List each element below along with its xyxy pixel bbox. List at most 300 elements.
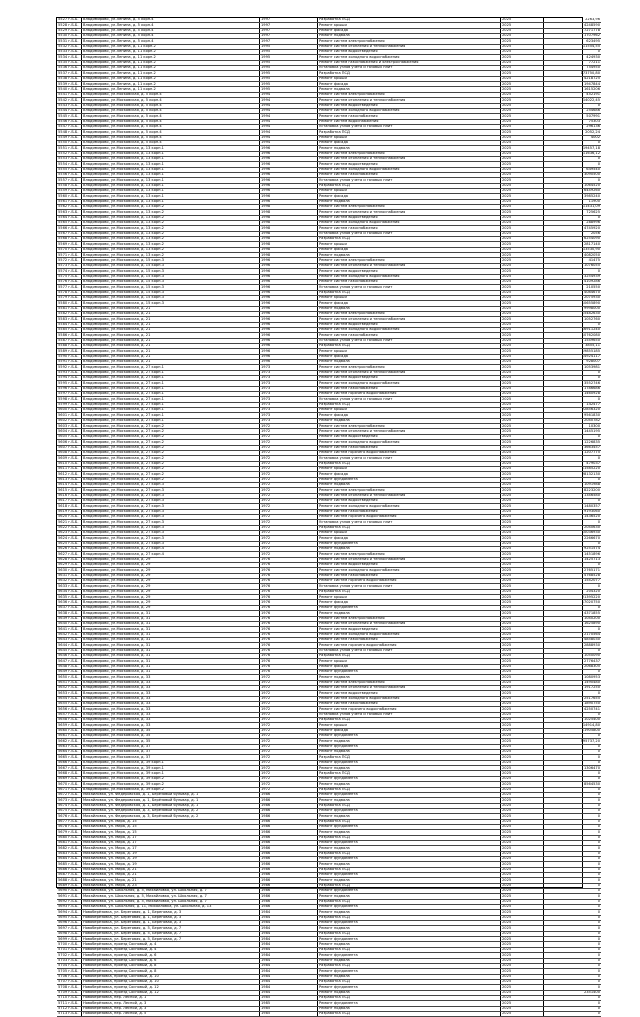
amount-cell: 1451896 (544, 552, 602, 557)
address-cell: Новоберёзовка, проезд Сосновый, д. 8 (82, 963, 260, 968)
address-cell: Михайловка, ул. Мира, д. 17 (82, 840, 260, 845)
address-cell: Владимирово, ул.Московская, д. 39 корп.1 (82, 766, 260, 771)
plan-year-cell: 2025 (501, 76, 544, 81)
work-type-cell: Ремонт фасада (318, 194, 501, 199)
work-type-cell: Установка узлов учета и газовых плит (318, 124, 501, 129)
work-type-cell: Ремонт фундамента (318, 969, 501, 974)
address-cell: Владимирово, ул.Московская, д. 13 корп.1 (82, 146, 260, 151)
work-type-cell: Ремонт систем электроснабжения (318, 92, 501, 97)
amount-cell: 0 (544, 814, 602, 819)
plan-year-cell: 2025 (501, 429, 544, 434)
row-id-cell: 5631 г.Б.Б. (57, 573, 82, 578)
row-id-cell: 5652 г.Б.Б. (57, 685, 82, 690)
row-id-cell: 5552 г.Б.Б. (57, 151, 82, 156)
plan-year-cell: 2025 (501, 365, 544, 370)
row-id-cell: 5573 г.Б.Б. (57, 263, 82, 268)
work-type-cell: Ремонт крыши (318, 23, 501, 28)
plan-year-cell: 2025 (501, 285, 544, 290)
address-cell: Владимирово, ул.Московская, д. 33 (82, 702, 260, 707)
work-type-cell: Ремонт подвала (318, 814, 501, 819)
address-cell: Владимирово, ул.Московская, д. 31 (82, 621, 260, 626)
amount-cell: 3254939 (544, 274, 602, 279)
amount-cell: 649540 (544, 167, 602, 172)
year-cell: 1994 (260, 103, 318, 108)
year-cell: 1996 (260, 199, 318, 204)
row-id-cell: 5676 г.Б.Б. (57, 814, 82, 819)
address-cell: Владимирово, ул.Московская, д. 37 (82, 755, 260, 760)
row-id-cell: 5705 г.Б.Б. (57, 969, 82, 974)
work-type-cell: Ремонт систем водоотведения (318, 215, 501, 220)
row-id-cell: 5645 г.Б.Б. (57, 648, 82, 653)
plan-year-cell: 2025 (501, 493, 544, 498)
work-type-cell: Ремонт систем электроснабжения (318, 258, 501, 263)
work-type-cell: Ремонт систем водоотведения (318, 376, 501, 381)
amount-cell: 1091988 (544, 482, 602, 487)
plan-year-cell: 2025 (501, 504, 544, 509)
year-cell: 1996 (260, 343, 318, 348)
amount-cell: 0 (544, 178, 602, 183)
plan-year-cell: 2025 (501, 750, 544, 755)
year-cell: 1986 (260, 894, 318, 899)
plan-year-cell: 2025 (501, 103, 544, 108)
row-id-cell: 5606 г.Б.Б. (57, 440, 82, 445)
plan-year-cell: 2025 (501, 605, 544, 610)
amount-cell: 0 (544, 370, 602, 375)
plan-year-cell: 2025 (501, 563, 544, 568)
plan-year-cell: 2025 (501, 691, 544, 696)
amount-cell: 0 (544, 974, 602, 979)
amount-cell: 0 (544, 942, 602, 947)
year-cell: 1986 (260, 883, 318, 888)
row-id-cell: 5599 г.Б.Б. (57, 402, 82, 407)
work-type-cell: Ремонт фундамента (318, 477, 501, 482)
address-cell: Владимирово, ул.Московская, д. 27 корп.1 (82, 397, 260, 402)
work-type-cell: Ремонт систем холодного водоснабжения (318, 55, 501, 60)
work-type-cell: Разработка ПСД (318, 931, 501, 936)
amount-cell: 4250741 (544, 707, 602, 712)
year-cell: 1986 (260, 856, 318, 861)
year-cell: 1984 (260, 953, 318, 958)
year-cell: 1973 (260, 370, 318, 375)
row-id-cell: 5605 г.Б.Б. (57, 434, 82, 439)
address-cell: Владимирово, ул.Московская, д. 13 корп.1 (82, 199, 260, 204)
amount-cell: 2517655 (544, 696, 602, 701)
work-type-cell: Ремонт подвала (318, 830, 501, 835)
year-cell: 1973 (260, 397, 318, 402)
plan-year-cell: 2025 (501, 846, 544, 851)
year-cell: 1984 (260, 974, 318, 979)
work-type-cell: Ремонт крыши (318, 466, 501, 471)
amount-cell: 1786686 (544, 386, 602, 391)
row-id-cell: 5657 г.Б.Б. (57, 712, 82, 717)
address-cell: Михайловка, ул. Школьная, д. 5, Михайловка, ул. Школьная, д. 7 (82, 899, 260, 904)
work-type-cell: Ремонт крыши (318, 295, 501, 300)
year-cell: 1995 (260, 66, 318, 71)
amount-cell: 3663457 (544, 445, 602, 450)
work-type-cell: Ремонт подвала (318, 926, 501, 931)
plan-year-cell: 2025 (501, 648, 544, 653)
address-cell: Владимирово, ул.Ленина, д. 11 корп.2 (82, 44, 260, 49)
year-cell: 1976 (260, 616, 318, 621)
plan-year-cell: 2025 (501, 472, 544, 477)
amount-cell: 3552746 (544, 381, 602, 386)
row-id-cell: 5578 г.Б.Б. (57, 290, 82, 295)
address-cell: Владимирово, ул.Московская, д. 27 корп.2 (82, 440, 260, 445)
plan-year-cell: 2025 (501, 776, 544, 781)
year-cell: 1973 (260, 408, 318, 413)
amount-cell: 4002 (544, 135, 602, 140)
amount-cell: 1707962 (544, 34, 602, 39)
year-cell: 1994 (260, 140, 318, 145)
row-id-cell: 5553 г.Б.Б. (57, 156, 82, 161)
address-cell: Владимирово, ул.Московская, д. 31 (82, 627, 260, 632)
work-type-cell: Разработка ПСД (318, 1011, 501, 1016)
address-cell: Владимирово, ул.Московская, д. 29 (82, 600, 260, 605)
year-cell: 1996 (260, 295, 318, 300)
plan-year-cell: 2025 (501, 728, 544, 733)
work-type-cell: Разработка ПСД (318, 183, 501, 188)
year-cell: 1994 (260, 135, 318, 140)
work-type-cell: Ремонт фундамента (318, 889, 501, 894)
plan-year-cell: 2025 (501, 50, 544, 55)
amount-cell: 1480357 (544, 504, 602, 509)
address-cell: Владимирово, ул.Московская, д. 27 корп.2 (82, 434, 260, 439)
address-cell: Новоберёзовка, проезд Сосновый, д. 4 (82, 942, 260, 947)
amount-cell: 0 (544, 921, 602, 926)
row-id-cell: 5627 г.Б.Б. (57, 552, 82, 557)
year-cell: 1972 (260, 685, 318, 690)
amount-cell: 0 (544, 979, 602, 984)
row-id-cell: 5557 г.Б.Б. (57, 178, 82, 183)
plan-year-cell: 2025 (501, 819, 544, 824)
amount-cell: 41475 (544, 258, 602, 263)
work-type-cell: Ремонт фасада (318, 472, 501, 477)
row-id-cell: 5598 г.Б.Б. (57, 397, 82, 402)
register-table (57, 18, 601, 1017)
work-type-cell: Ремонт фундамента (318, 541, 501, 546)
plan-year-cell: 2025 (501, 424, 544, 429)
amount-cell: 210550 (544, 285, 602, 290)
plan-year-cell: 2025 (501, 349, 544, 354)
address-cell: Михайловка, ул. Мира, д. 15 (82, 819, 260, 824)
year-cell: 1976 (260, 611, 318, 616)
work-type-cell: Ремонт систем газоснабжения (318, 445, 501, 450)
row-id-cell: 5583 г.Б.Б. (57, 317, 82, 322)
amount-cell: 4084670 (544, 290, 602, 295)
amount-cell: 507991 (544, 114, 602, 119)
address-cell: Владимирово, ул.Московская, д. 33 (82, 685, 260, 690)
work-type-cell: Разработка ПСД (318, 787, 501, 792)
year-cell: 1984 (260, 990, 318, 995)
year-cell: 1996 (260, 317, 318, 322)
work-type-cell: Ремонт фундамента (318, 605, 501, 610)
row-id-cell: 5549 г.Б.Б. (57, 135, 82, 140)
row-id-cell: 5668 г.Б.Б. (57, 771, 82, 776)
year-cell: 1996 (260, 172, 318, 177)
year-cell: 1976 (260, 659, 318, 664)
plan-year-cell: 2025 (501, 659, 544, 664)
year-cell: 1996 (260, 162, 318, 167)
amount-cell: 1080953 (544, 675, 602, 680)
plan-year-cell: 2025 (501, 360, 544, 365)
amount-cell: 0 (544, 899, 602, 904)
plan-year-cell: 2025 (501, 333, 544, 338)
address-cell: Михайловка, ул. Мира, д. 19 (82, 862, 260, 867)
amount-cell: 0 (544, 824, 602, 829)
address-cell: Владимирово, ул.Московская, д. 27 корп.1 (82, 370, 260, 375)
address-cell: Владимирово, ул.Московская, д. 27 корп.3 (82, 509, 260, 514)
year-cell: 1976 (260, 648, 318, 653)
address-cell: Михайловка, ул. Мира, д. 21 (82, 867, 260, 872)
plan-year-cell: 2025 (501, 963, 544, 968)
amount-cell: 2052,24 (544, 130, 602, 135)
row-id-cell: 5607 г.Б.Б. (57, 445, 82, 450)
year-cell: 1986 (260, 862, 318, 867)
amount-cell: 0 (544, 156, 602, 161)
year-cell: 1972 (260, 429, 318, 434)
row-id-cell: 5706 г.Б.Б. (57, 974, 82, 979)
address-cell: Владимирово, ул.Московская, д. 27 корп.1 (82, 365, 260, 370)
plan-year-cell: 2025 (501, 301, 544, 306)
amount-cell: 0 (544, 734, 602, 739)
amount-cell: 4768528 (544, 573, 602, 578)
row-id-cell: 5616 г.Б.Б. (57, 493, 82, 498)
work-type-cell: Ремонт систем газоснабжения (318, 333, 501, 338)
address-cell: Владимирово, ул.Московская, д. 13 корп.1 (82, 167, 260, 172)
plan-year-cell: 2025 (501, 135, 544, 140)
address-cell: Владимирово, ул.Московская, д. 21 (82, 343, 260, 348)
amount-cell: 2068305 (544, 664, 602, 669)
plan-year-cell: 2025 (501, 755, 544, 760)
year-cell: 1998 (260, 221, 318, 226)
address-cell: Владимирово, ул.Ленина, д. 5 корп.4 (82, 18, 260, 23)
plan-year-cell: 2025 (501, 311, 544, 316)
amount-cell: 0 (544, 926, 602, 931)
amount-cell: 0 (544, 840, 602, 845)
plan-year-cell: 2025 (501, 28, 544, 33)
year-cell: 1986 (260, 878, 318, 883)
row-id-cell: 5646 г.Б.Б. (57, 653, 82, 658)
amount-cell: 1445195 (544, 429, 602, 434)
plan-year-cell: 2025 (501, 44, 544, 49)
plan-year-cell: 2025 (501, 707, 544, 712)
year-cell: 1972 (260, 472, 318, 477)
row-id-cell: 5570 г.Б.Б. (57, 247, 82, 252)
row-id-cell: 5629 г.Б.Б. (57, 563, 82, 568)
amount-cell: 1064520 (544, 183, 602, 188)
address-cell: Владимирово, ул.Московская, д. 39 корп.2 (82, 776, 260, 781)
plan-year-cell: 2025 (501, 221, 544, 226)
work-type-cell: Ремонт систем холодного водоснабжения (318, 568, 501, 573)
year-cell: 1996 (260, 285, 318, 290)
amount-cell: 0 (544, 931, 602, 936)
address-cell: Михайловка, ул. Федеровская, д. 3, Берёзовый бульвар, д. 2 (82, 808, 260, 813)
row-id-cell: 5569 г.Б.Б. (57, 242, 82, 247)
address-cell: Михайловка, ул. Мира, д. 19 (82, 856, 260, 861)
work-type-cell: Ремонт систем отопления и теплоснабжения (318, 370, 501, 375)
year-cell: 1976 (260, 573, 318, 578)
plan-year-cell: 2025 (501, 579, 544, 584)
plan-year-cell: 2025 (501, 408, 544, 413)
amount-cell: 0 (544, 963, 602, 968)
year-cell: 1984 (260, 937, 318, 942)
amount-cell: 0 (544, 563, 602, 568)
plan-year-cell: 2025 (501, 739, 544, 744)
year-cell: 1986 (260, 830, 318, 835)
row-id-cell: 5666 г.Б.Б. (57, 760, 82, 765)
year-cell: 1996 (260, 156, 318, 161)
address-cell: Владимирово, ул.Московская, д. 27 корп.3 (82, 498, 260, 503)
work-type-cell: Установка узлов учета и газовых плит (318, 285, 501, 290)
year-cell: 1973 (260, 386, 318, 391)
address-cell: Владимирово, ул.Московская, д. 13 корп.2 (82, 221, 260, 226)
year-cell: 1972 (260, 493, 318, 498)
address-cell: Владимирово, ул.Московская, д. 27 корп.1 (82, 408, 260, 413)
work-type-cell: Ремонт подвала (318, 87, 501, 92)
row-id-cell: 5661 г.Б.Б. (57, 734, 82, 739)
work-type-cell: Ремонт систем электроснабжения (318, 680, 501, 685)
plan-year-cell: 2025 (501, 162, 544, 167)
year-cell: 1976 (260, 557, 318, 562)
row-id-cell: 5595 г.Б.Б. (57, 381, 82, 386)
plan-year-cell: 2025 (501, 263, 544, 268)
amount-cell: 928007 (544, 360, 602, 365)
year-cell: 1984 (260, 910, 318, 915)
row-id-cell: 5613 г.Б.Б. (57, 477, 82, 482)
year-cell: 1986 (260, 792, 318, 797)
year-cell: 1972 (260, 750, 318, 755)
row-id-cell: 5545 г.Б.Б. (57, 114, 82, 119)
row-id-cell: 5559 г.Б.Б. (57, 189, 82, 194)
row-id-cell: 5643 г.Б.Б. (57, 637, 82, 642)
year-cell: 1996 (260, 301, 318, 306)
year-cell: 1984 (260, 921, 318, 926)
address-cell: Владимирово, ул.Московская, д. 13 корп.2 (82, 237, 260, 242)
work-type-cell: Ремонт фундамента (318, 1001, 501, 1006)
amount-cell: 0 (544, 498, 602, 503)
amount-cell: 0 (544, 1011, 602, 1016)
address-cell: Владимирово, ул.Ленина, д. 5 корп.4 (82, 23, 260, 28)
year-cell: 1972 (260, 509, 318, 514)
amount-cell: 0 (544, 947, 602, 952)
row-id-cell: 5563 г.Б.Б. (57, 210, 82, 215)
amount-cell: 2765171 (544, 568, 602, 573)
row-id-cell: 5679 г.Б.Б. (57, 830, 82, 835)
row-id-cell: 5680 г.Б.Б. (57, 835, 82, 840)
plan-year-cell: 2025 (501, 178, 544, 183)
work-type-cell: Ремонт систем газоснабжения (318, 172, 501, 177)
plan-year-cell: 2025 (501, 477, 544, 482)
plan-year-cell: 2025 (501, 862, 544, 867)
plan-year-cell: 2025 (501, 787, 544, 792)
address-cell: Владимирово, ул.Ленина, д. 11 корп.2 (82, 87, 260, 92)
address-cell: Владимирово, ул.Московская, д. 15 корп.3 (82, 263, 260, 268)
amount-cell: 14914,80 (544, 723, 602, 728)
plan-year-cell: 2025 (501, 242, 544, 247)
year-cell: 1972 (260, 445, 318, 450)
row-id-cell: 5550 г.Б.Б. (57, 140, 82, 145)
year-cell: 1976 (260, 669, 318, 674)
plan-year-cell: 2025 (501, 231, 544, 236)
year-cell: 1972 (260, 547, 318, 552)
row-id-cell: 5673 г.Б.Б. (57, 798, 82, 803)
work-type-cell: Ремонт систем горячего водоснабжения (318, 392, 501, 397)
work-type-cell: Ремонт подвала (318, 199, 501, 204)
year-cell: 1997 (260, 18, 318, 23)
row-id-cell: 5700 г.Б.Б. (57, 942, 82, 947)
address-cell: Новоберёзовка, пер. Лесной, д. 1 (82, 995, 260, 1000)
row-id-cell: 5579 г.Б.Б. (57, 295, 82, 300)
row-id-cell: 5589 г.Б.Б. (57, 349, 82, 354)
year-cell: 1996 (260, 151, 318, 156)
amount-cell: 4858030 (544, 637, 602, 642)
plan-year-cell: 2025 (501, 803, 544, 808)
year-cell: 1972 (260, 525, 318, 530)
row-id-cell: 5699 г.Б.Б. (57, 937, 82, 942)
address-cell: Новоберёзовка, ул. Береговая, д. 1, Береговая, д. 3 (82, 910, 260, 915)
row-id-cell: 5688 г.Б.Б. (57, 878, 82, 883)
address-cell: Владимирово, ул.Московская, д. 5 корп.4 (82, 124, 260, 129)
year-cell: 1996 (260, 338, 318, 343)
amount-cell: 0 (544, 1001, 602, 1006)
work-type-cell: Разработка ПСД (318, 755, 501, 760)
address-cell: Новоберёзовка, проезд Сосновый, д. 8 (82, 969, 260, 974)
year-cell: 1972 (260, 691, 318, 696)
work-type-cell: Ремонт фундамента (318, 824, 501, 829)
year-cell: 1976 (260, 643, 318, 648)
amount-cell: 1625890 (544, 621, 602, 626)
plan-year-cell: 2025 (501, 82, 544, 87)
amount-cell: 595737,20 (544, 739, 602, 744)
year-cell: 1994 (260, 119, 318, 124)
work-type-cell: Ремонт систем холодного водоснабжения (318, 381, 501, 386)
row-id-cell: 5562 г.Б.Б. (57, 205, 82, 210)
plan-year-cell: 2025 (501, 685, 544, 690)
plan-year-cell: 2025 (501, 156, 544, 161)
work-type-cell: Разработка ПСД (318, 402, 501, 407)
work-type-cell: Ремонт систем холодного водоснабжения (318, 221, 501, 226)
address-cell: Новоберёзовка, пер. Лесной, д. 3 (82, 1006, 260, 1011)
amount-cell: 0 (544, 771, 602, 776)
row-id-cell: 5626 г.Б.Б. (57, 547, 82, 552)
row-id-cell: 5585 г.Б.Б. (57, 327, 82, 332)
amount-cell: 0 (544, 750, 602, 755)
year-cell: 1972 (260, 466, 318, 471)
year-cell: 1996 (260, 322, 318, 327)
amount-cell: 1425713 (544, 557, 602, 562)
amount-cell: 424930 (544, 55, 602, 60)
year-cell: 1984 (260, 985, 318, 990)
year-cell: 1976 (260, 563, 318, 568)
row-id-cell: 5528 г.Б.Б. (57, 23, 82, 28)
address-cell: Михайловка, ул. Школьная, д. 11, Михайловка, ул. Школьная, д. 13 (82, 905, 260, 910)
year-cell: 1996 (260, 189, 318, 194)
row-id-cell: 5651 г.Б.Б. (57, 680, 82, 685)
row-id-cell: 5642 г.Б.Б. (57, 632, 82, 637)
address-cell: Новоберёзовка, проезд Сосновый, д. 6 (82, 958, 260, 963)
row-id-cell: 5587 г.Б.Б. (57, 338, 82, 343)
address-cell: Владимирово, ул.Московская, д. 13 корп.2 (82, 253, 260, 258)
address-cell: Владимирово, ул.Московская, д. 13 корп.2 (82, 247, 260, 252)
work-type-cell: Разработка ПСД (318, 963, 501, 968)
row-id-cell: 5603 г.Б.Б. (57, 424, 82, 429)
plan-year-cell: 2025 (501, 397, 544, 402)
row-id-cell: 5677 г.Б.Б. (57, 819, 82, 824)
work-type-cell: Разработка ПСД (318, 803, 501, 808)
work-type-cell: Установка узлов учета и газовых плит (318, 178, 501, 183)
year-cell: 1986 (260, 867, 318, 872)
amount-cell: 4248590 (544, 23, 602, 28)
